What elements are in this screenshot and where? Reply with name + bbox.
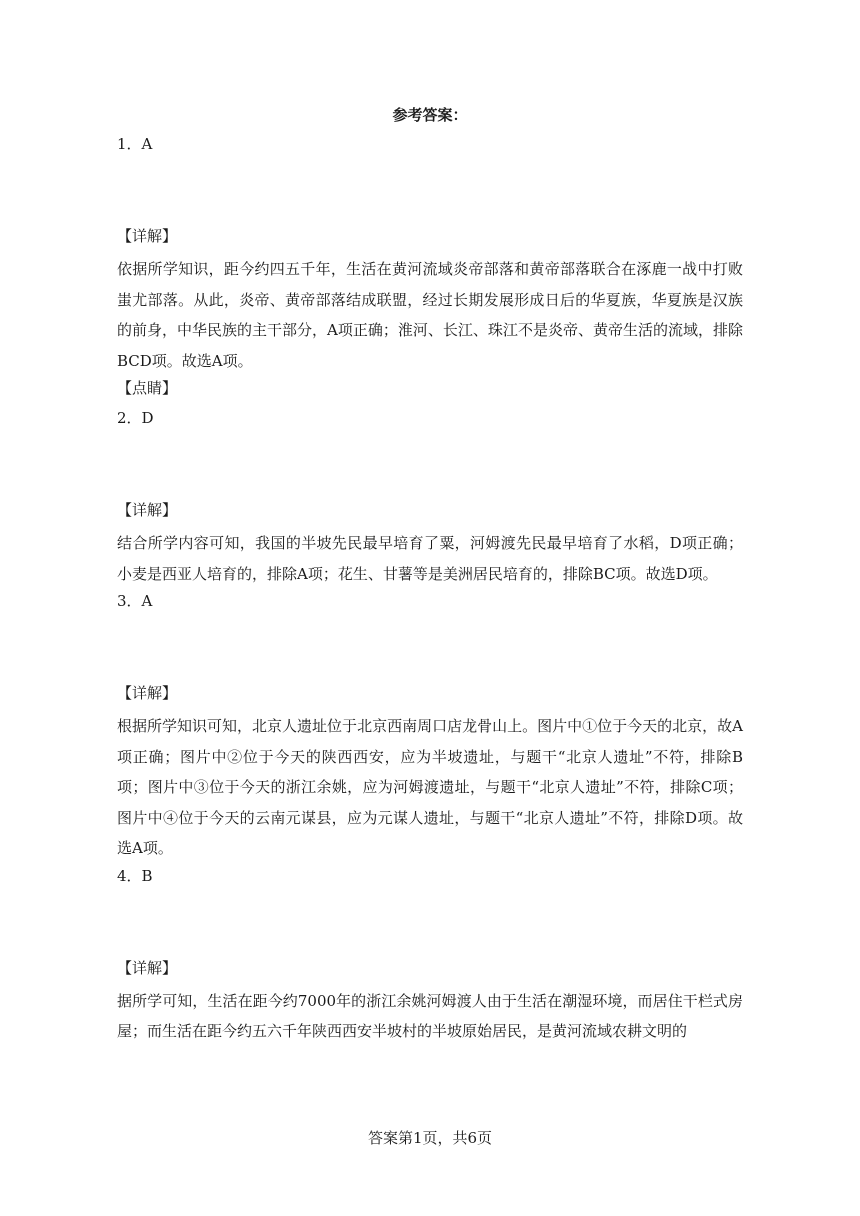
detail-label-4: 【详解】: [117, 958, 178, 977]
page-title: 参考答案：: [392, 106, 468, 124]
detail-text-3: 根据所学知识可知，北京人遗址位于北京西南周口店龙骨山上。图片中①位于今天的北京，故A项正确；图片中②位于今天的陕西西安，应为半坡遗址，与题干“北京人遗址”不符，排除B项；图片中③位于今天的浙江余姚，应为河姆渡遗址，与题干“北京人遗址”不符，排除C项；图片中④位于今天的云南元谋县，应为元谋人遗址，与题干“北京人遗址”不符，排除D项。故选A项。: [117, 717, 743, 857]
answer-1: 1．A: [117, 135, 153, 153]
detail-text-2: 结合所学内容可知，我国的半坡先民最早培育了粟，河姆渡先民最早培育了水稻，D项正确；小麦是西亚人培育的，排除A项；花生、甘薯等是美洲居民培育的，排除BC项。故选D项。: [117, 534, 743, 583]
answer-2: 2．D: [117, 409, 154, 427]
detail-label-2: 【详解】: [117, 501, 178, 519]
spacer: [117, 430, 743, 498]
spacer: [117, 613, 743, 681]
answer-4: 4．B: [117, 866, 153, 885]
spacer: [117, 888, 743, 956]
detail-label-3: 【详解】: [117, 684, 178, 702]
detail-label-1: 【详解】: [117, 227, 178, 245]
answer-content: [117, 132, 743, 1047]
detail-text-1: 依据所学知识，距今约四五千年，生活在黄河流域炎帝部落和黄帝部落联合在涿鹿一战中打败蚩尤部落。从此，炎帝、黄帝部落结成联盟，经过长期发展形成日后的华夏族，华夏族是汉族的前身，中华民族的主干部分，A项正确；淮河、长江、珠江不是炎帝、黄帝生活的流域，排除BCD项。故选A项。: [117, 260, 743, 370]
spacer: [117, 156, 743, 224]
detail-text-4: 据所学可知，生活在距今约7000年的浙江余姚河姆渡人由于生活在潮湿环境，而居住干栏式房屋；而生活在距今约五六千年陕西西安半坡村的半坡原始居民，是黄河流域农耕文明的: [117, 991, 743, 1040]
answer-3: 3．A: [117, 592, 153, 610]
dianjing-label-1: 【点睛】: [117, 379, 178, 397]
page-footer: 答案第1页，共6页: [367, 1129, 493, 1147]
